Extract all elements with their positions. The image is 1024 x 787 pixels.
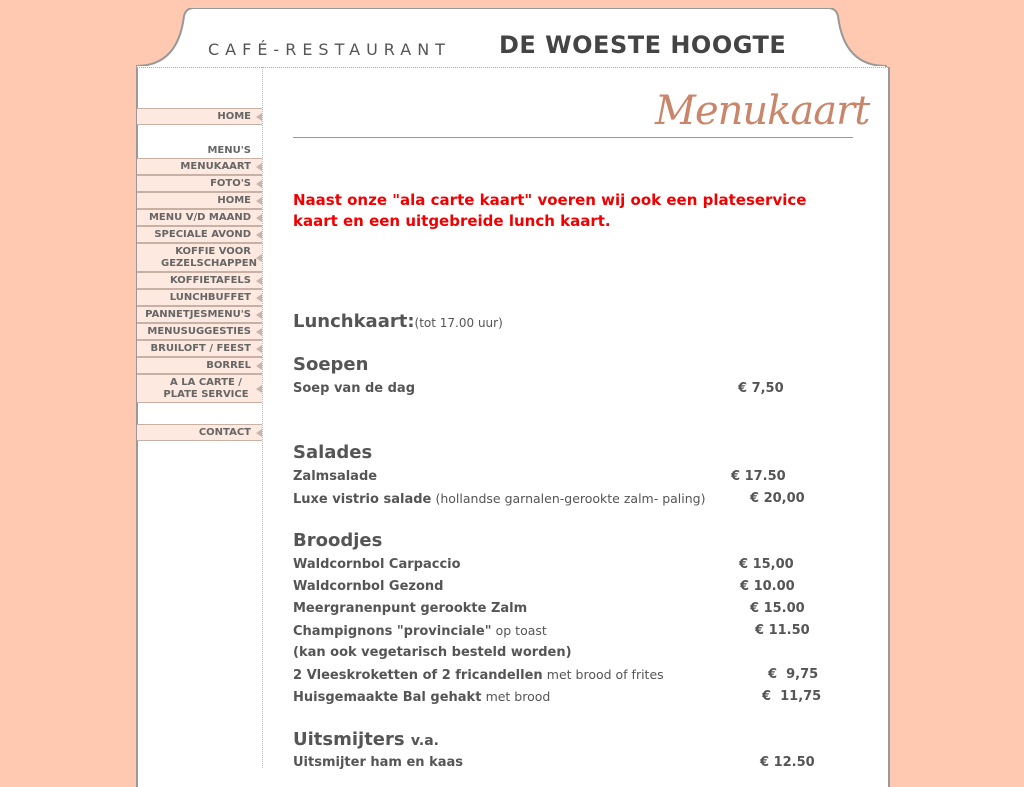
sidebar-item-a-la-carte[interactable] — [137, 374, 262, 403]
menu-item-price: € 9,75 — [768, 667, 819, 682]
menu-item — [293, 491, 705, 507]
menu-item — [293, 579, 443, 594]
menu-item-name: Uitsmijter ham en kaas — [293, 755, 464, 770]
arrow-left-icon — [256, 113, 262, 121]
sidebar-item-label: MENU V/D MAAND — [148, 211, 251, 223]
lunch-hours: (tot 17.00 uur) — [414, 316, 503, 330]
cafe-label: CAFÉ-RESTAURANT — [208, 40, 451, 59]
menu-item-price: € 12.50 — [760, 755, 815, 770]
sidebar-item-home-top[interactable] — [137, 108, 262, 125]
menu-item-price: € 17.50 — [731, 469, 786, 484]
sidebar-item-menusuggesties[interactable] — [137, 323, 262, 340]
menu-item — [293, 667, 664, 683]
section-title-salades: Salades — [293, 442, 373, 463]
sidebar-item-label: KOFFIETAFELS — [169, 274, 251, 286]
sidebar-item-koffie-voor-gezelschappen[interactable] — [137, 243, 262, 272]
menu-item-name: Waldcornbol Carpaccio — [293, 557, 461, 572]
menu-item-price: € 11,75 — [762, 689, 822, 704]
menu-item — [293, 689, 550, 705]
menu-item-price: € 10.00 — [740, 579, 795, 594]
sidebar-item-menu-vd-maand[interactable] — [137, 209, 262, 226]
arrow-left-icon — [256, 385, 262, 393]
arrow-left-icon — [256, 254, 262, 262]
arrow-left-icon — [256, 362, 262, 370]
menu-item-name: Champignons "provinciale" — [293, 624, 492, 639]
sidebar-item-label: LUNCHBUFFET — [169, 291, 251, 303]
restaurant-name[interactable]: DE WOESTE HOOGTE — [499, 31, 787, 59]
arrow-left-icon — [256, 231, 262, 239]
menu-item-name: Zalmsalade — [293, 469, 378, 484]
sidebar-item-label: BORREL — [206, 359, 251, 371]
menu-item-note: op toast — [495, 623, 547, 638]
intro-text: Naast onze "ala carte kaart" voeren wij ook een plateservice kaart en een uitgebreide lunch kaart. — [293, 191, 807, 230]
menu-item — [293, 469, 377, 484]
menu-item-price: € 20,00 — [750, 491, 805, 506]
menu-item-name: Meergranenpunt gerookte Zalm — [293, 601, 528, 616]
sidebar-item-label: HOME — [217, 110, 251, 122]
menu-item-price: € 15,00 — [739, 557, 794, 572]
section-title-suffix: v.a. — [410, 733, 439, 749]
menu-item — [293, 381, 415, 396]
sidebar-item-home[interactable] — [137, 192, 262, 209]
lunch-title: Lunchkaart: — [293, 311, 415, 332]
arrow-left-icon — [256, 277, 262, 285]
menu-item-name: Luxe vistrio salade — [293, 492, 432, 507]
section-title-soepen: Soepen — [293, 354, 369, 375]
menu-item — [293, 601, 527, 616]
sidebar-heading-menus: MENU'S — [207, 145, 251, 156]
sidebar-item-label: HOME — [217, 194, 251, 206]
section-title-uitsmijters — [293, 729, 439, 750]
menu-item-name: Soep van de dag — [293, 381, 416, 396]
sidebar-item-koffietafels[interactable] — [137, 272, 262, 289]
sidebar-item-label: CONTACT — [198, 426, 251, 438]
menu-item-note: met brood — [485, 689, 551, 704]
arrow-left-icon — [256, 180, 262, 188]
sidebar-item-borrel[interactable] — [137, 357, 262, 374]
menu-item-price: € 15.00 — [750, 601, 805, 616]
menu-item-note: met brood of frites — [546, 667, 664, 682]
sidebar-item-label: MENUKAART — [180, 160, 251, 172]
title-divider — [293, 137, 853, 138]
menu-item-name: (kan ook vegetarisch besteld worden) — [293, 645, 572, 660]
menu-item-note: (hollandse garnalen-gerookte zalm- paling) — [435, 491, 706, 506]
sidebar-item-lunchbuffet[interactable] — [137, 289, 262, 306]
sidebar-item-fotos[interactable] — [137, 175, 262, 192]
sidebar-item-pannetjesmenus[interactable] — [137, 306, 262, 323]
menu-item-price: € 11.50 — [755, 623, 810, 638]
sidebar-item-label: FOTO'S — [210, 177, 251, 189]
menu-item — [293, 623, 547, 639]
sidebar-item-contact[interactable] — [137, 424, 262, 441]
menu-item — [293, 557, 461, 572]
section-title-broodjes: Broodjes — [293, 530, 383, 551]
arrow-left-icon — [256, 328, 262, 336]
arrow-left-icon — [256, 345, 262, 353]
section-title-text: Uitsmijters — [293, 729, 405, 750]
lunch-heading — [293, 311, 503, 332]
sidebar-item-label: A LA CARTE / PLATE SERVICE — [163, 376, 249, 400]
sidebar-item-label: BRUILOFT / FEEST — [150, 342, 251, 354]
sidebar-item-label: SPECIALE AVOND — [154, 228, 251, 240]
arrow-left-icon — [256, 197, 262, 205]
sidebar-item-label: PANNETJESMENU'S — [145, 308, 251, 320]
menu-item-price: € 7,50 — [738, 381, 784, 396]
sidebar-item-label: MENUSUGGESTIES — [147, 325, 251, 337]
sidebar-item-menukaart[interactable] — [137, 158, 262, 175]
arrow-left-icon — [256, 429, 262, 437]
menu-item-name: 2 Vleeskroketten of 2 fricandellen — [293, 668, 543, 683]
sidebar-item-speciale-avond[interactable] — [137, 226, 262, 243]
sidebar-item-bruiloft-feest[interactable] — [137, 340, 262, 357]
menu-item-name: Huisgemaakte Bal gehakt — [293, 690, 482, 705]
arrow-left-icon — [256, 294, 262, 302]
menu-item — [293, 645, 572, 660]
menu-item-name: Waldcornbol Gezond — [293, 579, 444, 594]
page-title: Menukaart — [655, 88, 870, 134]
arrow-left-icon — [256, 163, 262, 171]
sidebar-item-label: KOFFIE VOOR GEZELSCHAPPEN — [161, 245, 258, 269]
arrow-left-icon — [256, 311, 262, 319]
sidebar-nav — [137, 67, 263, 768]
arrow-left-icon — [256, 214, 262, 222]
